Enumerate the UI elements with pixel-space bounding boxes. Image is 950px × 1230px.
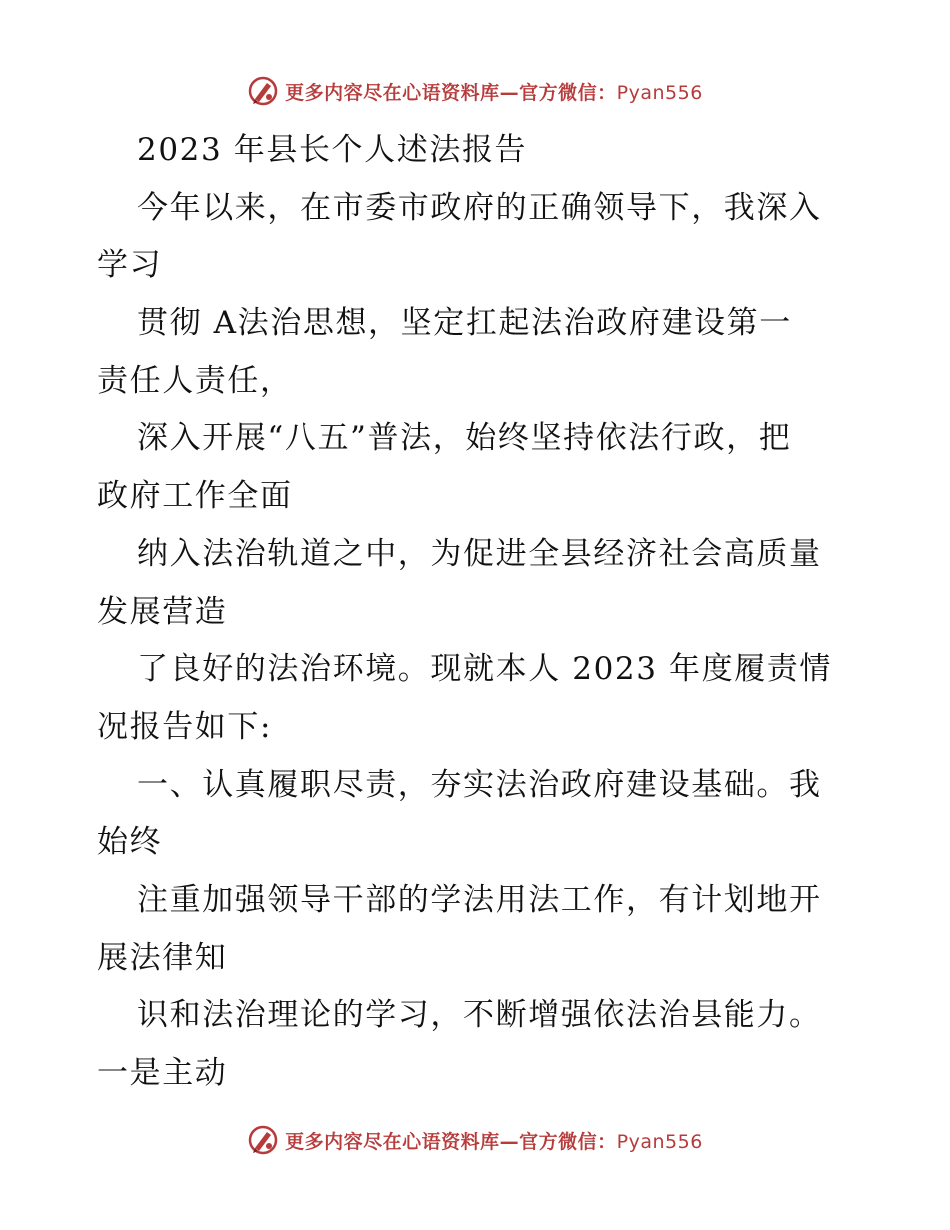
text-line: 今年以来，在市委市政府的正确领导下，我深入 xyxy=(137,189,822,226)
document-body xyxy=(97,122,857,1103)
text-line: 发展营造 xyxy=(97,593,228,630)
watermark-banner-top xyxy=(0,71,950,111)
text-line: 识和法治理论的学习，不断增强依法治县能力。 xyxy=(137,997,822,1034)
text-line: 一是主动 xyxy=(97,1055,228,1091)
text-line: 纳入法治轨道之中，为促进全县经济社会高质量 xyxy=(137,535,822,572)
watermark-handle: Pyan556 xyxy=(616,1130,703,1153)
watermark-handle: Pyan556 xyxy=(616,81,703,104)
document-title: 2023 年县长个人述法报告 xyxy=(137,132,528,168)
text-line: 况报告如下: xyxy=(97,708,273,745)
text-line: 了良好的法治环境。现就本人 2023 年度履责情 xyxy=(137,651,832,688)
text-line: 始终 xyxy=(97,824,163,861)
text-line: 政府工作全面 xyxy=(97,478,293,515)
text-line: 责任人责任， xyxy=(97,362,293,399)
text-line: 一、认真履职尽责，夯实法治政府建设基础。我 xyxy=(137,766,822,803)
text-line: 贯彻 A法治思想，坚定扛起法治政府建设第一 xyxy=(137,305,792,342)
text-line: 学习 xyxy=(97,247,163,284)
text-line: 展法律知 xyxy=(97,939,228,976)
watermark-banner-bottom xyxy=(0,1120,950,1160)
pen-logo-icon xyxy=(247,75,279,107)
watermark-text: 更多内容尽在心语资料库—官方微信： xyxy=(285,1130,617,1153)
watermark-text: 更多内容尽在心语资料库—官方微信： xyxy=(285,81,617,104)
pen-logo-icon xyxy=(247,1124,279,1156)
text-line: 深入开展“八五”普法，始终坚持依法行政，把 xyxy=(137,420,792,457)
text-line: 注重加强领导干部的学法用法工作，有计划地开 xyxy=(137,881,822,918)
